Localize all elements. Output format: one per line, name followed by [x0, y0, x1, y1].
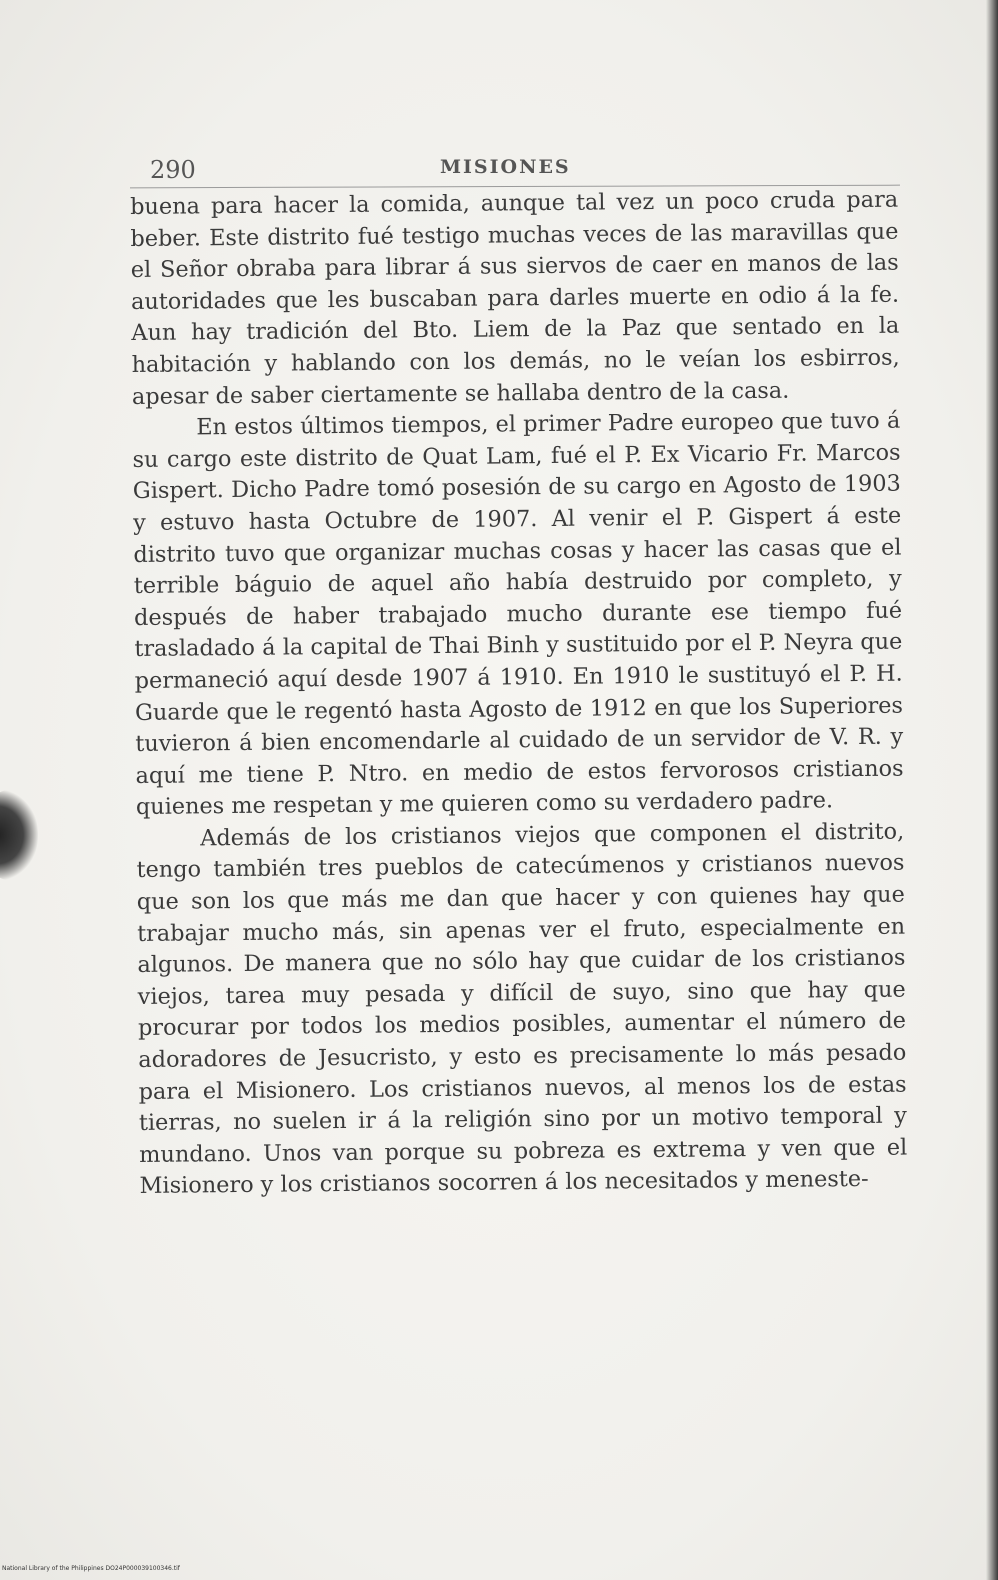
paragraph: En estos últimos tiempos, el primer Padre europeo que tuvo á su cargo este distrito de Quat Lam, fué el P. Ex Vicario Fr. Marcos Gispert. Dicho Padre tomó posesión de su cargo en Agosto de 1903 y estuvo hasta Octubre de 1907. Al venir el P. Gispert á este distrito tuvo que organizar muchas cosas y hacer las casas que el terrible báguio de aquel año había destruido por completo, y después de haber trabajado mucho durante ese tiempo fué trasladado á la capital de Thai Binh y sustituido por el P. Neyra que permaneció aquí desde 1907 á 1910. En 1910 le sustituyó el P. H. Guarde que le regentó hasta Agosto de 1912 en que los Superiores tuvieron á bien encomendarle al cuidado de un servidor de V. R. y aquí me tiene P. Ntro. en medio de estos fervorosos cristianos quienes me respetan y me quieren como su verdadero padre. — [132, 407, 904, 821]
page-edge-shadow — [986, 0, 998, 1580]
paragraph: Además de los cristianos viejos que componen el distrito, tengo también tres pueblos de catecúmenos y cristianos nuevos que son los que más me dan que hacer y con quienes hay que trabajar mucho más, sin apenas ver el fruto, especialmente en algunos. De manera que no sólo hay que cuidar de los cristianos viejos, tarea muy pesada y difícil de suyo, sino que hay que procurar por todos los medios posibles, aumentar el número de adoradores de Jesucristo, y esto es precisamente lo más pesado para el Misionero. Los cristianos nuevos, al menos los de estas tierras, no suelen ir á la religión sino por un motivo temporal y mundano. Unos van porque su pobreza es extrema y ven que el Misionero y los cristianos socorren á los necesitados y meneste- — [136, 818, 908, 1200]
scan-credit: National Library of the Philippines DO24P000039100346.tif — [2, 1565, 180, 1572]
paragraph: buena para hacer la comida, aunque tal vez un poco cruda para beber. Este distrito fué testigo muchas veces de las maravillas que el Señor obraba para librar á sus siervos de caer en manos de las autoridades que les buscaban para darles muerte en odio á la fe. Aun hay tradición del Bto. Liem de la Paz que sentado en la habitación y hablando con los demás, no le veían los esbirros, apesar de saber ciertamente se hallaba dentro de la casa. — [130, 186, 900, 410]
thumb-shadow — [0, 790, 38, 880]
body-text — [130, 185, 908, 1203]
page-header — [150, 152, 920, 186]
page-number: 290 — [150, 156, 196, 184]
running-head: MISIONES — [440, 156, 571, 178]
